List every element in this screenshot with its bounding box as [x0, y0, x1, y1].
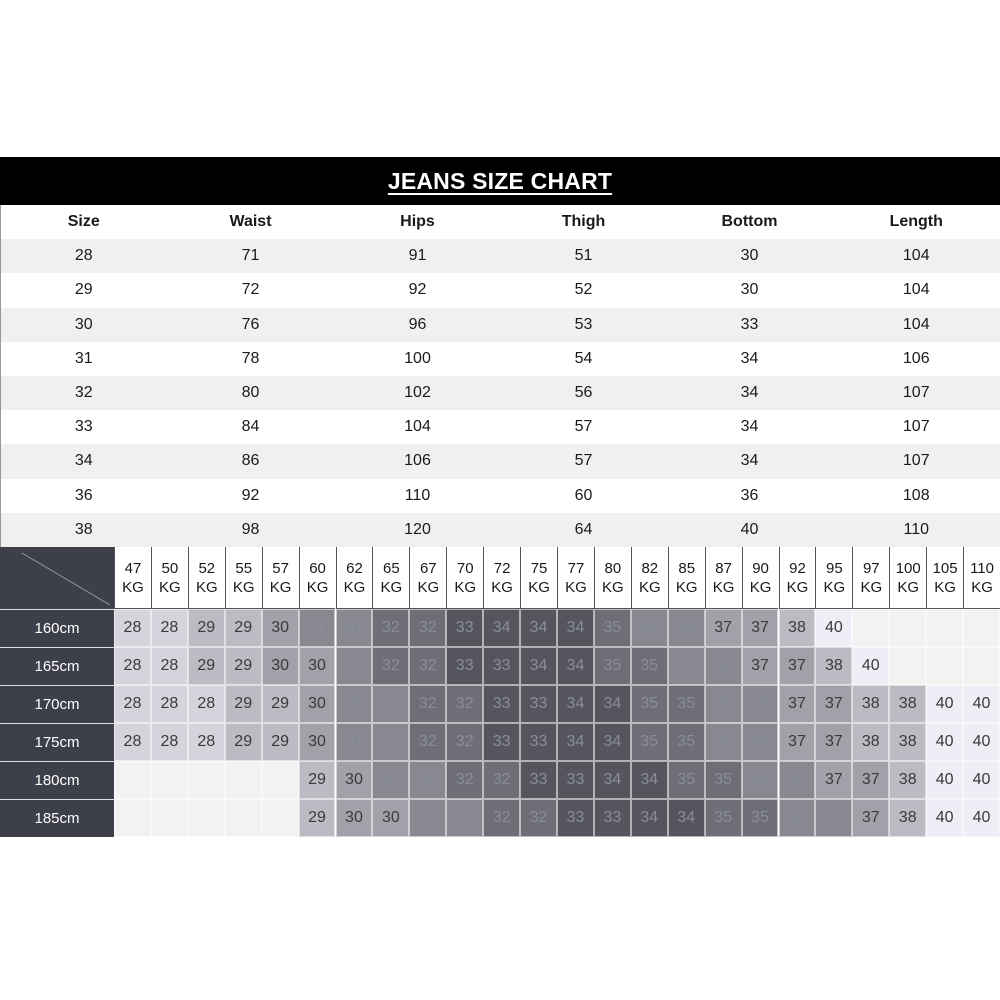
size-cell: 36 — [742, 685, 779, 723]
size-cell: 32 — [446, 723, 483, 761]
weight-column-header — [668, 547, 705, 609]
header-waist: Waist — [229, 213, 272, 231]
table-cell: 107 — [902, 452, 930, 470]
size-cell: 32 — [409, 609, 446, 647]
size-cell: 35 — [668, 685, 705, 723]
size-cell: 35 — [668, 761, 705, 799]
size-cell: 30 — [299, 685, 336, 723]
table-cell: 78 — [241, 349, 260, 367]
weight-value: 97 — [862, 559, 880, 577]
weight-column-header — [151, 547, 188, 609]
size-cell: 28 — [151, 647, 188, 685]
weight-unit: KG — [306, 578, 329, 596]
size-cell: 38 — [889, 685, 926, 723]
table-cell: 34 — [740, 384, 759, 402]
size-cell: 34 — [557, 609, 594, 647]
weight-column-header — [779, 547, 816, 609]
weight-unit: KG — [159, 578, 181, 596]
size-cell — [114, 761, 151, 799]
table-cell: 86 — [241, 452, 260, 470]
header-bottom: Bottom — [721, 213, 778, 231]
weight-column-header — [852, 547, 889, 609]
table-header-row — [1, 205, 1000, 239]
size-cell: 34 — [557, 685, 594, 723]
size-cell: 28 — [114, 723, 151, 761]
weight-value: 47 — [124, 559, 142, 577]
weight-unit: KG — [343, 578, 366, 596]
height-row-label: 170cm — [0, 685, 114, 723]
size-cell: 33 — [557, 761, 594, 799]
weight-column-header — [225, 547, 262, 609]
size-cell — [963, 609, 1000, 647]
table-row — [1, 308, 1000, 342]
weight-column-header — [483, 547, 520, 609]
size-cell — [852, 609, 889, 647]
size-cell: 40 — [852, 647, 889, 685]
size-cell: 38 — [779, 609, 816, 647]
size-cell: 30 — [336, 799, 373, 837]
size-cell: 40 — [963, 685, 1000, 723]
weight-value: 85 — [678, 559, 696, 577]
size-cell — [225, 799, 262, 837]
table-cell: 28 — [74, 247, 93, 265]
size-cell: 40 — [926, 723, 963, 761]
size-cell: 30 — [299, 723, 336, 761]
weight-height-size-grid — [0, 547, 1000, 841]
size-cell: 32 — [409, 647, 446, 685]
size-cell: 32 — [409, 723, 446, 761]
size-cell — [151, 799, 188, 837]
weight-value: 92 — [789, 559, 806, 577]
size-cell: 33 — [446, 609, 483, 647]
size-cell: 40 — [963, 761, 1000, 799]
size-cell: 37 — [779, 685, 816, 723]
weight-value: 57 — [272, 559, 289, 577]
table-cell: 108 — [902, 486, 930, 504]
size-cell: 34 — [520, 609, 557, 647]
size-cell: 35 — [631, 685, 668, 723]
size-cell: 40 — [815, 609, 852, 647]
size-cell: 29 — [188, 647, 225, 685]
size-cell: 36 — [815, 799, 852, 837]
table-row — [1, 410, 1000, 444]
table-cell: 100 — [404, 349, 431, 367]
table-cell: 30 — [740, 247, 759, 265]
table-cell: 51 — [574, 247, 593, 265]
size-cell: 31 — [372, 685, 409, 723]
weight-value: 87 — [715, 559, 732, 577]
size-cell: 34 — [483, 609, 520, 647]
size-cell: 31 — [446, 799, 483, 837]
size-cell: 28 — [188, 685, 225, 723]
weight-value: 100 — [895, 559, 921, 577]
weight-value: 55 — [235, 559, 253, 577]
size-cell: 35 — [594, 609, 631, 647]
table-cell: 71 — [241, 247, 260, 265]
weight-value: 60 — [309, 559, 326, 577]
size-cell: 33 — [594, 799, 631, 837]
size-cell: 29 — [225, 723, 262, 761]
size-cell: 29 — [299, 761, 336, 799]
header-size: Size — [67, 213, 100, 231]
size-cell: 32 — [372, 647, 409, 685]
table-cell: 53 — [574, 315, 593, 333]
size-cell: 35 — [631, 723, 668, 761]
size-cell: 34 — [668, 799, 705, 837]
size-cell: 40 — [926, 685, 963, 723]
size-cell: 32 — [446, 685, 483, 723]
size-cell: 34 — [594, 685, 631, 723]
size-cell: 32 — [372, 609, 409, 647]
size-cell: 35 — [668, 723, 705, 761]
table-cell: 64 — [574, 520, 593, 538]
header-thigh: Thigh — [561, 213, 606, 231]
size-cell: 31 — [409, 761, 446, 799]
size-cell: 34 — [594, 761, 631, 799]
table-cell: 104 — [902, 281, 930, 299]
size-cell: 37 — [742, 647, 779, 685]
weight-value: 77 — [567, 559, 585, 577]
size-cell: 37 — [815, 723, 852, 761]
size-cell — [151, 761, 188, 799]
size-cell: 35 — [742, 799, 779, 837]
table-row — [1, 479, 1000, 513]
size-cell: 36 — [705, 647, 742, 685]
weight-value: 80 — [604, 559, 622, 577]
table-cell: 110 — [404, 486, 431, 504]
table-cell: 104 — [404, 418, 431, 436]
table-row — [1, 239, 1000, 273]
height-row-label: 180cm — [0, 761, 114, 799]
header-hips: Hips — [400, 213, 435, 231]
size-cell: 38 — [852, 723, 889, 761]
table-cell: 76 — [241, 315, 260, 333]
size-cell: 36 — [779, 799, 816, 837]
size-measurement-table — [0, 205, 1000, 547]
weight-unit: KG — [454, 578, 477, 596]
table-cell: 29 — [74, 281, 93, 299]
size-cell: 34 — [631, 799, 668, 837]
size-cell: 31 — [372, 723, 409, 761]
weight-column-header — [963, 547, 1000, 609]
weight-unit: KG — [380, 578, 403, 596]
size-cell: 37 — [742, 609, 779, 647]
size-cell: 32 — [520, 799, 557, 837]
size-cell: 31 — [336, 685, 373, 723]
size-cell: 31 — [299, 609, 336, 647]
weight-value: 52 — [198, 559, 216, 577]
table-cell: 30 — [74, 315, 93, 333]
size-cell: 37 — [779, 647, 816, 685]
height-row-label: 175cm — [0, 723, 114, 761]
corner-diagonal-line — [0, 547, 114, 609]
weight-unit: KG — [602, 578, 624, 596]
size-cell: 36 — [742, 761, 779, 799]
size-cell: 28 — [151, 685, 188, 723]
weight-value: 95 — [826, 559, 843, 577]
weight-column-header — [188, 547, 225, 609]
table-cell: 60 — [574, 486, 593, 504]
size-cell: 38 — [889, 799, 926, 837]
table-row — [1, 444, 1000, 478]
table-cell: 54 — [574, 349, 593, 367]
size-cell: 38 — [815, 647, 852, 685]
size-cell — [262, 761, 299, 799]
title-bar — [0, 157, 1000, 205]
table-cell: 107 — [902, 384, 930, 402]
size-cell: 29 — [188, 609, 225, 647]
weight-unit: KG — [675, 578, 698, 596]
table-cell: 32 — [74, 384, 93, 402]
size-cell: 38 — [889, 761, 926, 799]
size-cell: 29 — [262, 685, 299, 723]
size-cell — [225, 761, 262, 799]
table-cell: 106 — [404, 452, 431, 470]
weight-value: 67 — [419, 559, 437, 577]
weight-column-header — [520, 547, 557, 609]
size-cell: 36 — [705, 685, 742, 723]
height-row-label: 160cm — [0, 609, 114, 647]
weight-value: 72 — [493, 559, 511, 577]
size-cell: 30 — [336, 761, 373, 799]
table-cell: 92 — [408, 281, 427, 299]
table-cell: 31 — [74, 349, 93, 367]
weight-unit: KG — [232, 578, 255, 596]
table-row — [1, 342, 1000, 376]
weight-column-header — [409, 547, 446, 609]
weight-value: 65 — [383, 559, 400, 577]
table-cell: 91 — [408, 247, 427, 265]
size-cell: 28 — [114, 609, 151, 647]
weight-column-header — [594, 547, 631, 609]
size-cell: 29 — [299, 799, 336, 837]
weight-value: 90 — [752, 559, 769, 577]
table-cell: 104 — [902, 247, 930, 265]
size-cell: 31 — [336, 609, 373, 647]
table-cell: 98 — [241, 520, 260, 538]
size-cell: 31 — [336, 647, 373, 685]
size-cell: 33 — [446, 647, 483, 685]
weight-unit: KG — [971, 578, 993, 596]
size-cell: 33 — [483, 647, 520, 685]
grid-corner — [0, 547, 114, 609]
weight-value: 110 — [970, 559, 994, 577]
size-cell — [963, 647, 1000, 685]
size-cell — [262, 799, 299, 837]
weight-unit: KG — [823, 578, 846, 596]
weight-value: 75 — [530, 559, 548, 577]
size-cell — [889, 647, 926, 685]
weight-column-header — [557, 547, 594, 609]
size-cell: 37 — [815, 685, 852, 723]
size-cell: 36 — [668, 647, 705, 685]
size-cell — [114, 799, 151, 837]
size-cell: 33 — [557, 799, 594, 837]
size-cell: 37 — [705, 609, 742, 647]
size-cell: 35 — [705, 799, 742, 837]
table-cell: 34 — [740, 452, 759, 470]
size-cell: 31 — [409, 799, 446, 837]
size-cell: 36 — [668, 609, 705, 647]
table-row — [1, 376, 1000, 410]
size-cell: 40 — [926, 799, 963, 837]
weight-unit: KG — [786, 578, 809, 596]
table-cell: 107 — [902, 418, 930, 436]
size-cell: 36 — [705, 723, 742, 761]
weight-column-header — [114, 547, 151, 609]
weight-unit: KG — [122, 578, 144, 596]
size-cell: 29 — [225, 609, 262, 647]
weight-value: 62 — [346, 559, 363, 577]
size-cell: 36 — [631, 609, 668, 647]
size-cell — [188, 761, 225, 799]
table-cell: 30 — [740, 281, 759, 299]
jeans-size-chart — [0, 157, 1000, 841]
size-cell: 34 — [594, 723, 631, 761]
table-cell: 38 — [74, 520, 93, 538]
chart-title: JEANS SIZE CHART — [387, 167, 613, 194]
table-cell: 80 — [241, 384, 260, 402]
weight-column-header — [446, 547, 483, 609]
table-row — [1, 513, 1000, 547]
weight-unit: KG — [897, 578, 920, 596]
weight-unit: KG — [269, 578, 292, 596]
size-cell: 30 — [262, 647, 299, 685]
weight-value: 70 — [456, 559, 474, 577]
size-cell: 28 — [151, 609, 188, 647]
size-cell: 30 — [372, 799, 409, 837]
size-cell: 34 — [557, 723, 594, 761]
size-cell: 32 — [446, 761, 483, 799]
weight-unit: KG — [638, 578, 661, 596]
size-cell: 28 — [114, 685, 151, 723]
weight-column-header — [889, 547, 926, 609]
table-cell: 57 — [574, 452, 593, 470]
size-cell: 37 — [779, 723, 816, 761]
weight-unit: KG — [712, 578, 735, 596]
size-cell: 29 — [225, 647, 262, 685]
size-cell: 40 — [963, 723, 1000, 761]
table-cell: 120 — [404, 520, 431, 538]
size-cell: 31 — [372, 761, 409, 799]
size-cell: 29 — [225, 685, 262, 723]
size-cell: 32 — [483, 799, 520, 837]
size-cell: 28 — [151, 723, 188, 761]
height-row-label: 165cm — [0, 647, 114, 685]
table-row — [1, 273, 1000, 307]
weight-unit: KG — [491, 578, 513, 596]
size-cell: 33 — [520, 685, 557, 723]
table-cell: 72 — [241, 281, 260, 299]
size-cell: 33 — [483, 685, 520, 723]
table-cell: 92 — [241, 486, 260, 504]
size-cell: 37 — [852, 761, 889, 799]
size-cell: 33 — [520, 761, 557, 799]
size-cell: 30 — [299, 647, 336, 685]
size-cell: 36 — [742, 723, 779, 761]
size-cell — [889, 609, 926, 647]
size-cell: 38 — [852, 685, 889, 723]
size-cell — [926, 647, 963, 685]
size-cell: 28 — [188, 723, 225, 761]
weight-column-header — [262, 547, 299, 609]
table-cell: 34 — [740, 418, 759, 436]
weight-column-header — [372, 547, 409, 609]
weight-value: 50 — [161, 559, 179, 577]
weight-column-header — [815, 547, 852, 609]
header-length: Length — [889, 213, 943, 231]
table-cell: 36 — [74, 486, 93, 504]
size-cell: 35 — [594, 647, 631, 685]
size-cell: 33 — [483, 723, 520, 761]
height-row-label: 185cm — [0, 799, 114, 837]
size-cell: 31 — [336, 723, 373, 761]
weight-column-header — [631, 547, 668, 609]
weight-unit: KG — [417, 578, 440, 596]
size-cell: 36 — [779, 761, 816, 799]
size-cell — [926, 609, 963, 647]
size-cell: 34 — [557, 647, 594, 685]
table-cell: 36 — [740, 486, 759, 504]
table-cell: 40 — [740, 520, 759, 538]
weight-unit: KG — [565, 578, 587, 596]
weight-column-header — [926, 547, 963, 609]
size-cell: 29 — [262, 723, 299, 761]
weight-column-header — [336, 547, 373, 609]
table-cell: 52 — [574, 281, 593, 299]
weight-column-header — [299, 547, 336, 609]
table-cell: 96 — [408, 315, 427, 333]
weight-unit: KG — [528, 578, 550, 596]
size-cell: 34 — [520, 647, 557, 685]
table-cell: 33 — [74, 418, 93, 436]
weight-value: 82 — [641, 559, 659, 577]
table-cell: 104 — [902, 315, 930, 333]
size-cell: 35 — [705, 761, 742, 799]
table-cell: 84 — [241, 418, 260, 436]
weight-unit: KG — [934, 578, 956, 596]
table-cell: 57 — [574, 418, 593, 436]
table-cell: 34 — [740, 349, 759, 367]
table-cell: 33 — [740, 315, 759, 333]
weight-value: 105 — [932, 559, 958, 577]
size-cell: 28 — [114, 647, 151, 685]
table-cell: 34 — [74, 452, 93, 470]
weight-column-header — [742, 547, 779, 609]
size-cell: 37 — [852, 799, 889, 837]
size-cell: 38 — [889, 723, 926, 761]
size-cell: 35 — [631, 647, 668, 685]
size-cell: 30 — [262, 609, 299, 647]
size-cell — [188, 799, 225, 837]
size-cell: 33 — [520, 723, 557, 761]
size-cell: 40 — [926, 761, 963, 799]
size-cell: 34 — [631, 761, 668, 799]
size-cell: 32 — [483, 761, 520, 799]
weight-unit: KG — [860, 578, 883, 596]
size-cell: 37 — [815, 761, 852, 799]
weight-column-header — [705, 547, 742, 609]
weight-unit: KG — [749, 578, 772, 596]
table-cell: 56 — [574, 384, 593, 402]
weight-unit: KG — [195, 578, 218, 596]
table-cell: 102 — [404, 384, 431, 402]
size-cell: 32 — [409, 685, 446, 723]
size-cell: 40 — [963, 799, 1000, 837]
table-cell: 106 — [902, 349, 930, 367]
table-cell: 110 — [903, 520, 929, 538]
